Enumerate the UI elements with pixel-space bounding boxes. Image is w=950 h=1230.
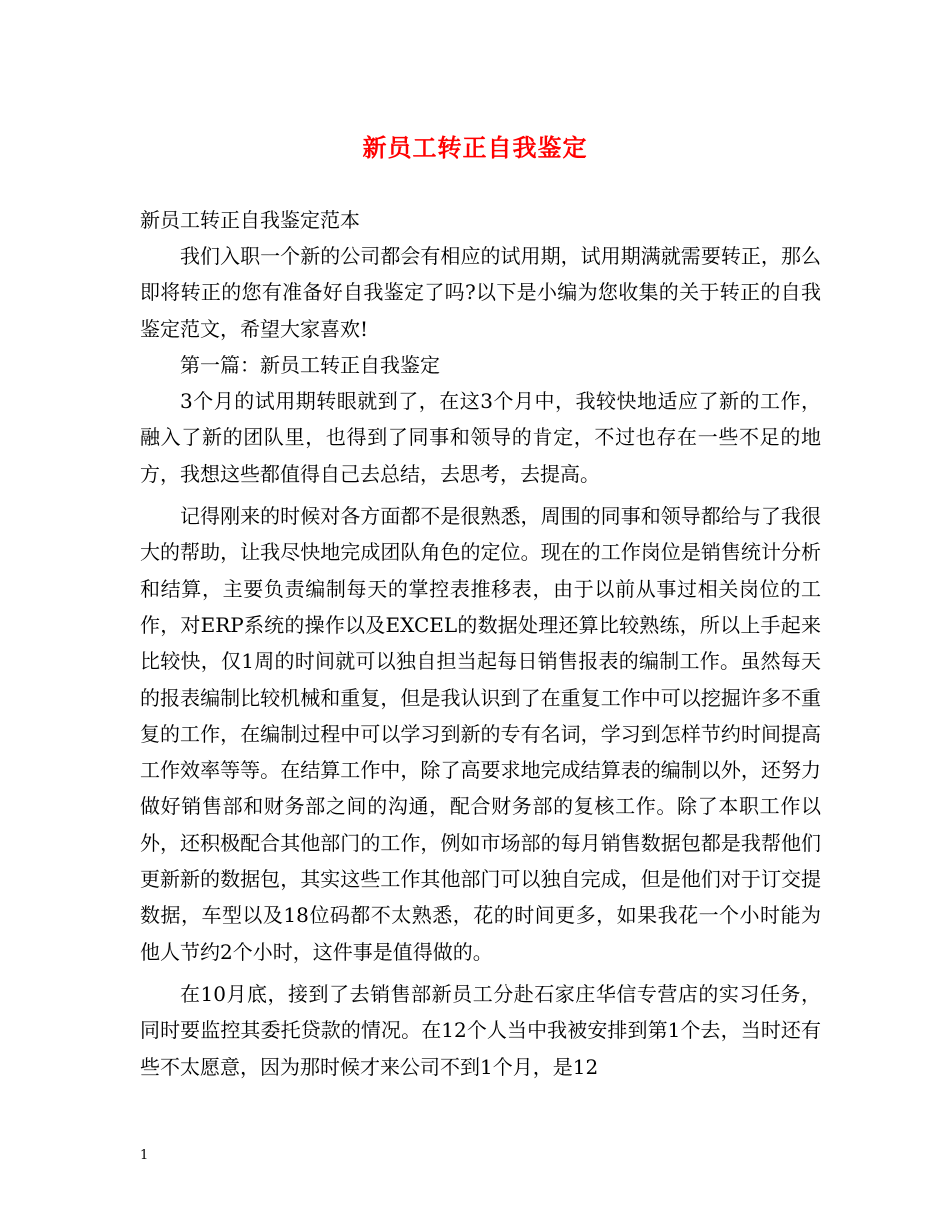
document-subtitle: 新员工转正自我鉴定范本 bbox=[140, 208, 360, 232]
body-paragraph-1: 3个月的试用期转眼就到了，在这3个月中，我较快地适应了新的工作，融入了新的团队里，也得到了同事和领导的肯定，不过也存在一些不足的地方，我想这些都值得自己去总结，去思考，去提高。 bbox=[140, 389, 821, 486]
section-heading: 第一篇：新员工转正自我鉴定 bbox=[180, 352, 440, 377]
document-body bbox=[140, 202, 821, 1085]
document-title: 新员工转正自我鉴定 bbox=[362, 133, 588, 162]
intro-paragraph: 我们入职一个新的公司都会有相应的试用期，试用期满就需要转正，那么即将转正的您有准备好自我鉴定了吗?以下是小编为您收集的关于转正的自我鉴定范文，希望大家喜欢! bbox=[140, 244, 821, 341]
body-paragraph-3: 在10月底，接到了去销售部新员工分赴石家庄华信专营店的实习任务，同时要监控其委托贷款的情况。在12个人当中我被安排到第1个去，当时还有些不太愿意，因为那时候才来公司不到1个月，是12 bbox=[140, 981, 821, 1079]
page-number: 1 bbox=[140, 1148, 149, 1163]
body-paragraph-2: 记得刚来的时候对各方面都不是很熟悉，周围的同事和领导都给与了我很大的帮助，让我尽快地完成团队角色的定位。现在的工作岗位是销售统计分析和结算，主要负责编制每天的掌控表推移表，由于以前从事过相关岗位的工作，对ERP系统的操作以及EXCEL的数据处理还算比较熟练，所以上手起来比较快，仅1周的时间就可以独自担当起每日销售报表的编制工作。虽然每天的报表编制比较机械和重复，但是我认识到了在重复工作中可以挖掘许多不重复的工作，在编制过程中可以学习到新的专有名词，学习到怎样节约时间提高工作效率等等。在结算工作中，除了高要求地完成结算表的编制以外，还努力做好销售部和财务部之间的沟通，配合财务部的复核工作。除了本职工作以外，还积极配合其他部门的工作，例如市场部的每月销售数据包都是我帮他们更新新的数据包，其实这些工作其他部门可以独自完成，但是他们对于订交提数据，车型以及18位码都不太熟悉，花的时间更多，如果我花一个小时能为他人节约2个小时，这件事是值得做的。 bbox=[140, 504, 821, 964]
